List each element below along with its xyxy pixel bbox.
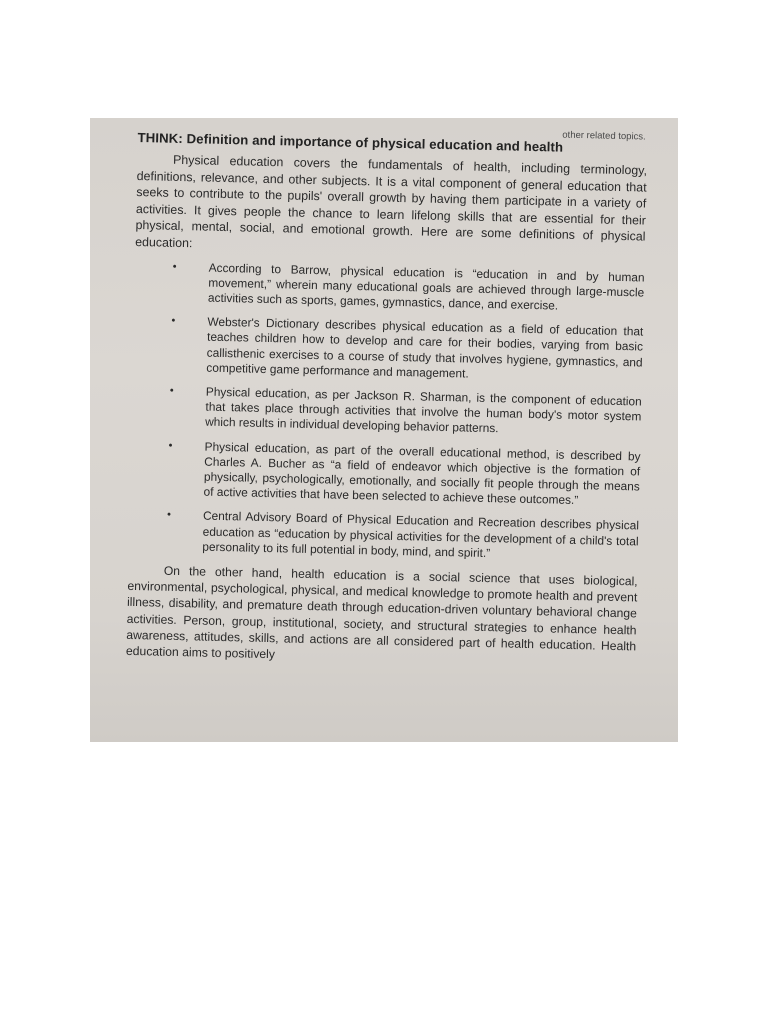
definition-text-bucher: Physical education, as part of the overall educational method, is described by Charles A. Bucher as “a field of endeavor which objective is the formation of physically, psychologically, emotionally, and socially fit people through the means of active activities that have been selected to achieve these outcomes.” (203, 439, 641, 508)
definition-item (131, 383, 642, 440)
section-heading: THINK: Definition and importance of physical education and health (137, 129, 564, 155)
definition-text-webster: Webster's Dictionary describes physical education as a field of education that teaches children how to develop and care for their bodies, varying from basic callisthenic exercises to a course of study that involves hygiene, gymnastics, and competitive game performance and management. (206, 314, 644, 381)
definition-text-advisory-board: Central Advisory Board of Physical Education and Recreation describes physical education as “education by physical activities for the development of a child's total personality to its full potential in body, mind, and spirit.” (202, 508, 640, 560)
definition-item (132, 313, 643, 385)
bullet-icon: • (172, 260, 177, 273)
closing-paragraph: On the other hand, health education is a social science that uses biological, environmental, psychological, physical, and medical knowledge to promote health and prevent illness, disability, and premature death through education-driven voluntary behavioral change activities. Person, group, institutional, society, and structural strategies to enhance health awareness, attitudes, skills, and actions are all considered part of health education. Health education aims to positively (125, 563, 638, 662)
definition-item (134, 259, 645, 316)
intro-paragraph: Physical education covers the fundamentals of health, including terminology, definitions, relevance, and other subjects. It is a vital component of general education that seeks to contribute to the pupils' overall growth by having them participate in a variety of activities. It gives people the chance to learn lifelong skills that are essential for their physical, mental, social, and emotional growth. Here are some definitions of physical education: (135, 152, 648, 251)
bullet-icon: • (166, 509, 172, 522)
page-content (126, 120, 648, 671)
definition-text-sharman: Physical education, as per Jackson R. Sharman, is the component of education that takes place through activities that involve the human body's motor system which results in individual developing behavior patterns. (205, 384, 642, 436)
bullet-icon: • (168, 439, 173, 452)
bullet-icon: • (169, 384, 174, 397)
top-fragment-text: other related topics. (562, 129, 646, 143)
definitions-list (128, 259, 645, 565)
definition-text-barrow: According to Barrow, physical education is “education in and by human movement,” wherein many educational goals are achieved through large-muscle activities such as sports, games, gymnastics, dance, and exercise. (207, 260, 645, 313)
definition-item (128, 507, 639, 564)
document-photo (90, 118, 678, 742)
definition-item (129, 438, 640, 510)
bullet-icon: • (171, 314, 176, 328)
